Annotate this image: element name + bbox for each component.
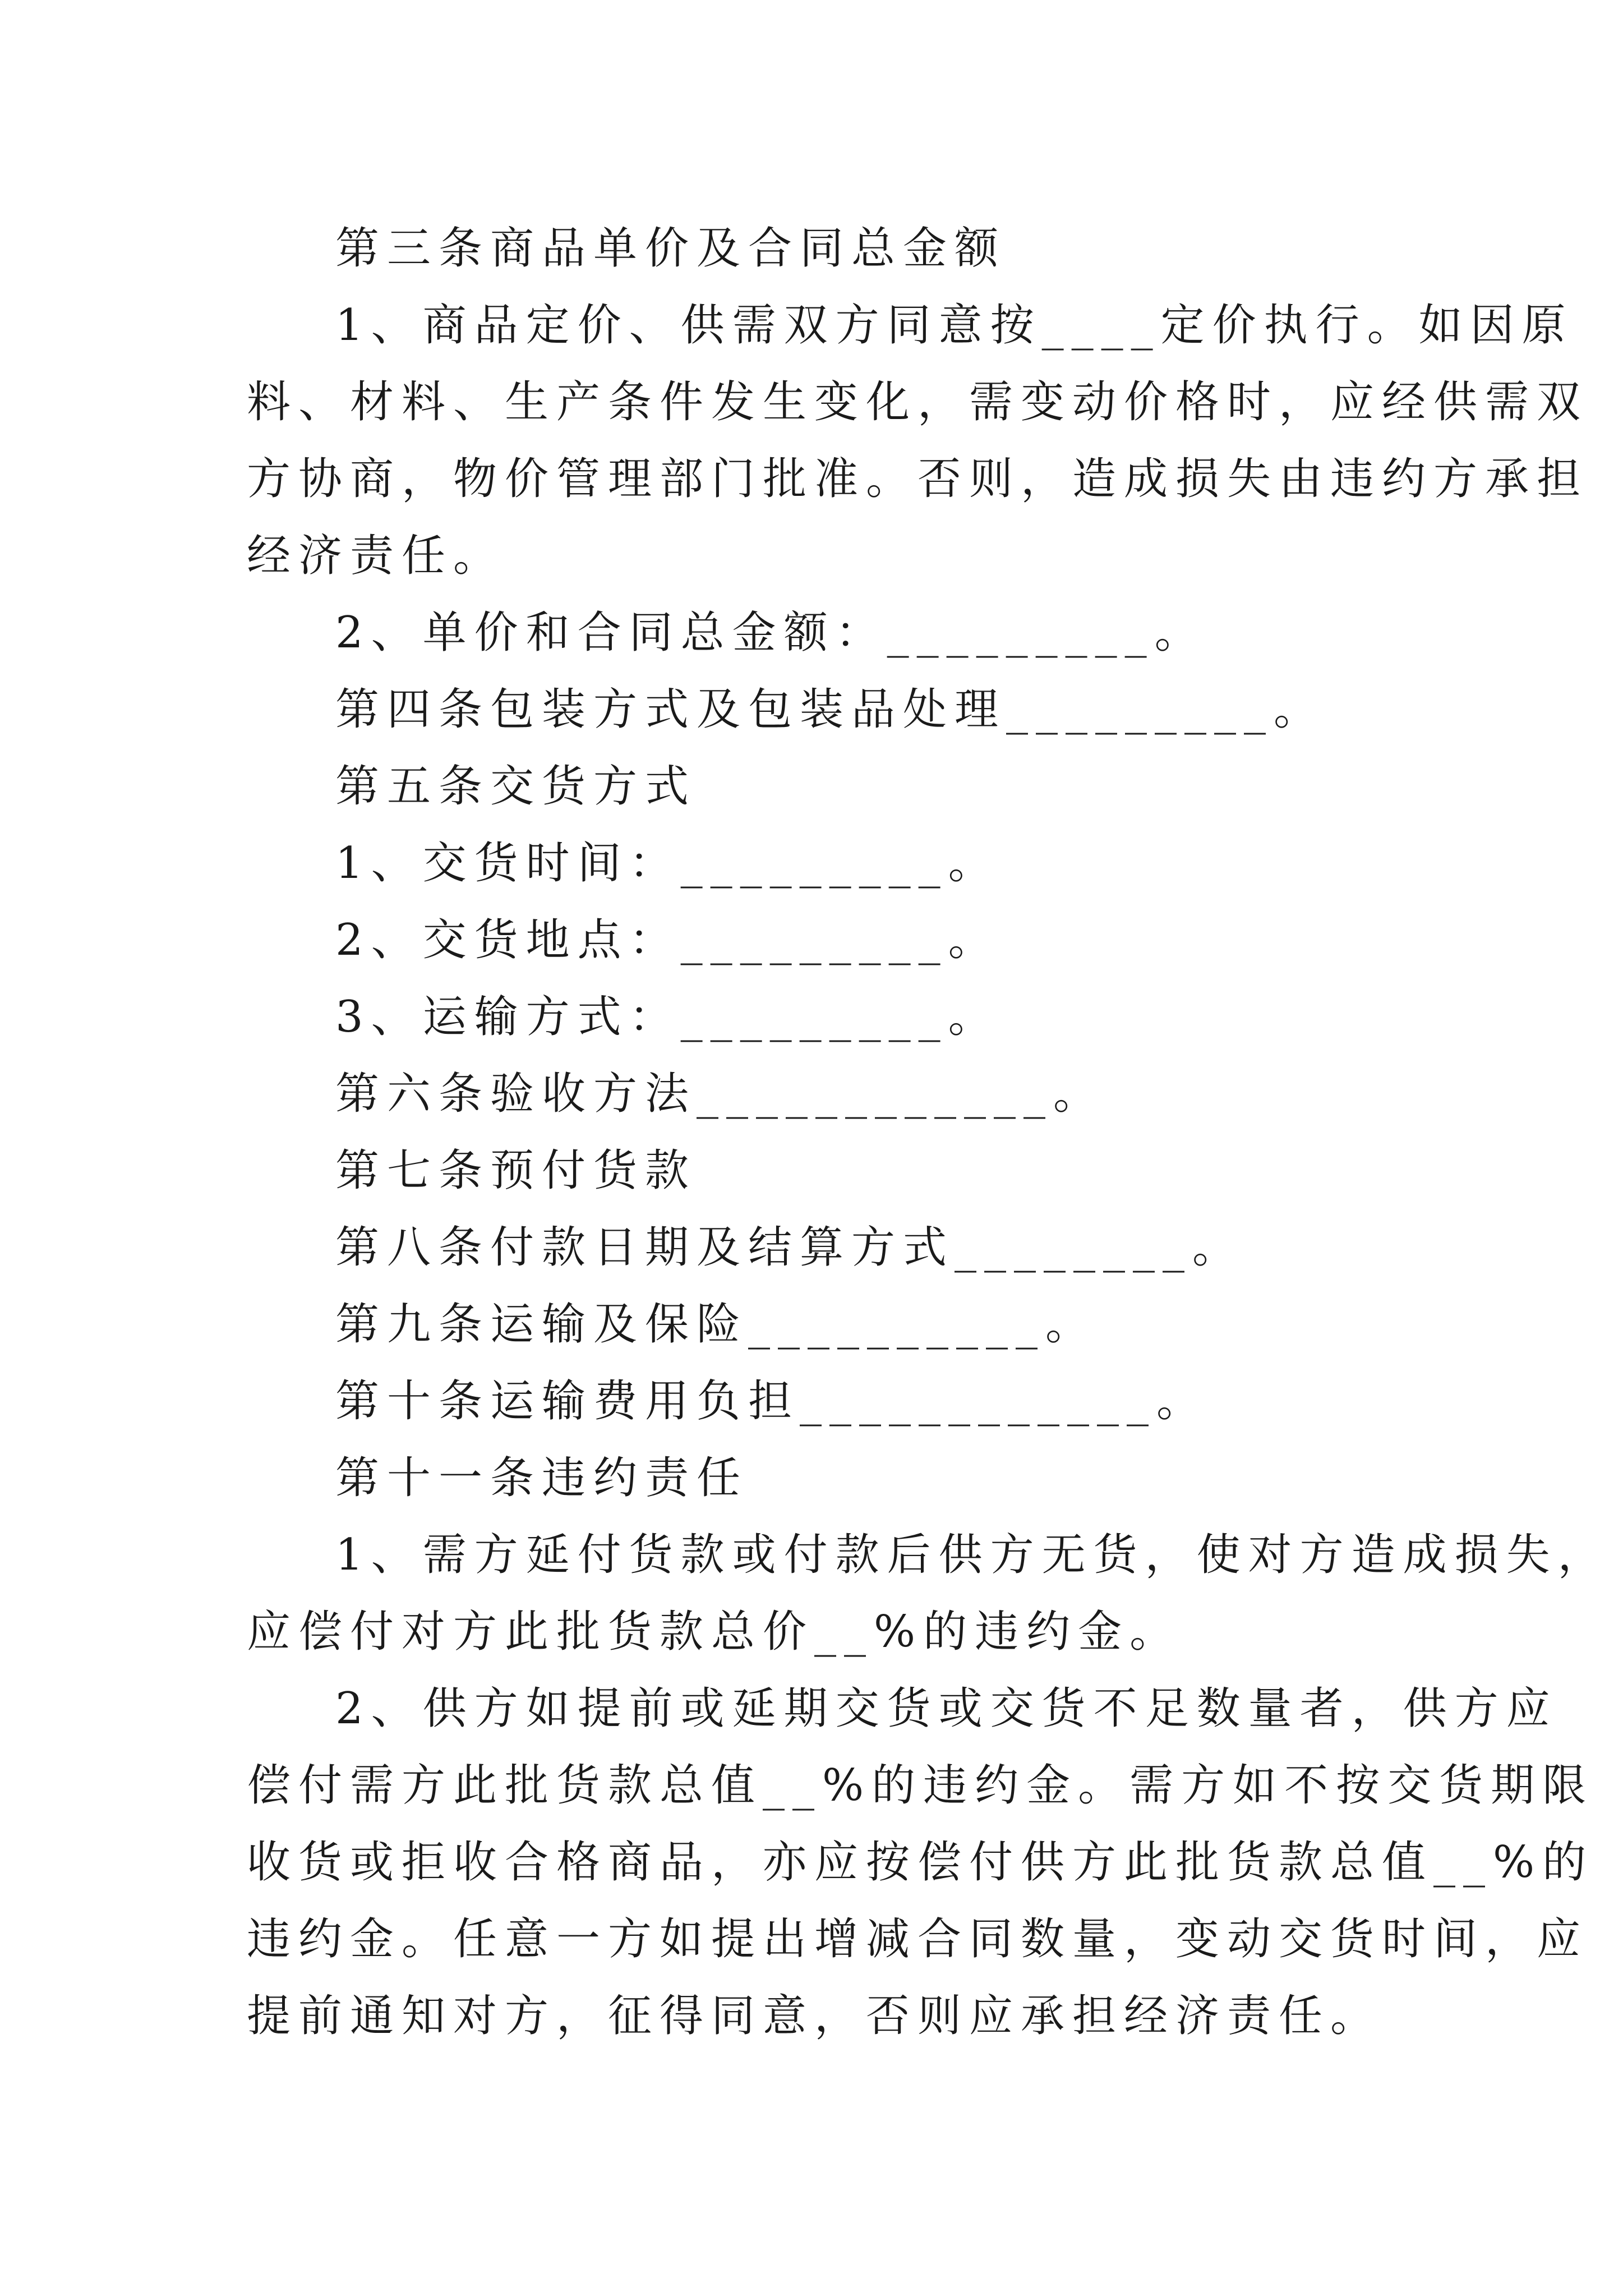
article-9-heading: 第九条运输及保险__________。	[335, 1299, 1098, 1350]
article-3-clause-1-line-4: 经济责任。	[247, 531, 505, 581]
article-11-clause-2-line-2: 偿付需方此批货款总值__%的违约金。需方如不按交货期限	[247, 1760, 1594, 1811]
document-body	[247, 210, 1610, 2055]
article-11-heading: 第十一条违约责任	[335, 1453, 749, 1503]
article-11-clause-2-line-5: 提前通知对方，征得同意，否则应承担经济责任。	[247, 1991, 1382, 2041]
article-3-clause-1-line-2: 料、材料、生产条件发生变化，需变动价格时，应经供需双	[247, 377, 1589, 427]
article-8-heading: 第八条付款日期及结算方式________。	[335, 1222, 1244, 1273]
article-11-clause-1-line-1: 1、需方延付货款或付款后供方无货，使对方造成损失，	[335, 1530, 1610, 1580]
article-11-clause-2-line-3: 收货或拒收合格商品，亦应按偿付供方此批货款总值__%的	[247, 1837, 1594, 1888]
article-6-heading: 第六条验收方法____________。	[335, 1069, 1105, 1119]
article-5-clause-1: 1、交货时间：_________。	[335, 838, 1000, 889]
article-3-clause-2: 2、单价和合同总金额：_________。	[335, 608, 1206, 658]
article-3-heading: 第三条商品单价及合同总金额	[335, 223, 1007, 274]
article-10-heading: 第十条运输费用负担____________。	[335, 1376, 1209, 1427]
article-11-clause-2-line-1: 2、供方如提前或延期交货或交货不足数量者，供方应	[335, 1683, 1558, 1734]
article-5-clause-2: 2、交货地点：_________。	[335, 915, 1000, 965]
article-7-heading: 第七条预付货款	[335, 1145, 697, 1196]
article-5-heading: 第五条交货方式	[335, 761, 697, 812]
article-3-clause-1-line-1: 1、商品定价、供需双方同意按____定价执行。如因原	[335, 300, 1574, 351]
article-5-clause-3: 3、运输方式：_________。	[335, 992, 1000, 1042]
article-4-heading: 第四条包装方式及包装品处理_________。	[335, 684, 1326, 735]
article-11-clause-2-line-4: 违约金。任意一方如提出增减合同数量，变动交货时间，应	[247, 1914, 1589, 1964]
article-3-clause-1-line-3: 方协商，物价管理部门批准。否则，造成损失由违约方承担	[247, 454, 1589, 504]
article-11-clause-1-line-2: 应偿付对方此批货款总价__%的违约金。	[247, 1607, 1182, 1657]
